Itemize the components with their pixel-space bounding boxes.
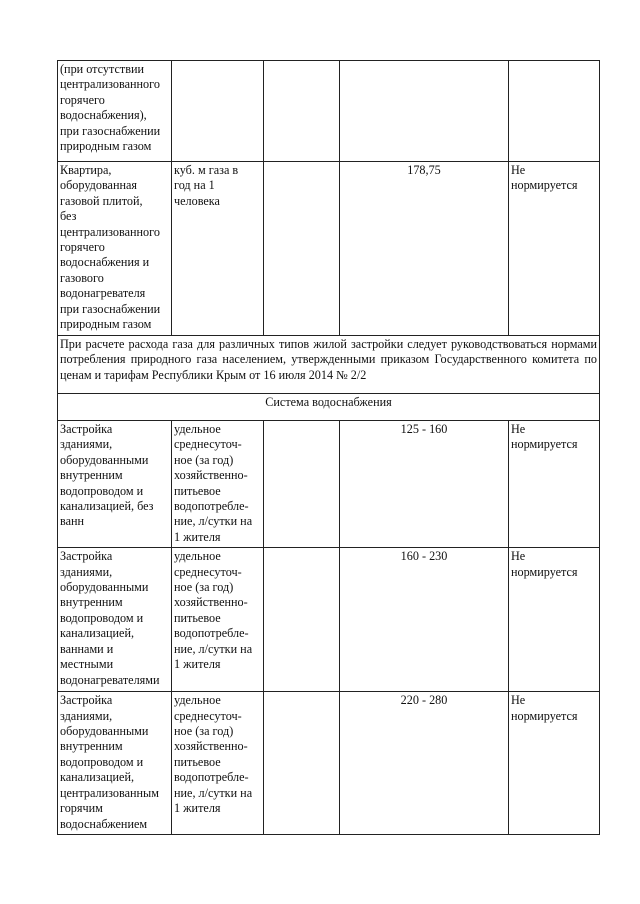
cell-text-line: водопроводом и bbox=[60, 483, 144, 498]
cell-text-line: внутренним bbox=[60, 595, 123, 610]
cell-empty bbox=[264, 548, 340, 692]
cell-text-line: Застройка bbox=[60, 693, 113, 708]
cell-text-line: 1 жителя bbox=[174, 529, 221, 544]
norms-table bbox=[57, 60, 600, 835]
cell-building-type bbox=[58, 421, 172, 548]
cell-text-line: водопотребле- bbox=[174, 626, 249, 641]
cell-unit bbox=[172, 61, 264, 162]
cell-text-line: зданиями, bbox=[60, 708, 113, 723]
cell-status bbox=[509, 548, 600, 692]
cell-text-line: удельное bbox=[174, 693, 221, 708]
cell-text-line: нормируется bbox=[511, 708, 578, 723]
cell-text-line: хозяйственно- bbox=[174, 468, 248, 483]
cell-text-line: без bbox=[60, 209, 77, 224]
cell-building-type bbox=[58, 162, 172, 336]
cell-building-type bbox=[58, 692, 172, 835]
cell-text-line: (при отсутствии bbox=[60, 62, 145, 76]
cell-text-line: Не bbox=[511, 422, 526, 436]
cell-text-line: Квартира, bbox=[60, 163, 112, 177]
cell-status bbox=[509, 692, 600, 835]
cell-text-line: куб. м газа в bbox=[174, 163, 239, 177]
cell-text-line: Не bbox=[511, 549, 526, 564]
section-row bbox=[58, 394, 600, 421]
cell-text-line: среднесуточ- bbox=[174, 437, 242, 452]
cell-text-line: питьевое bbox=[174, 754, 221, 769]
section-title: Система водоснабжения bbox=[58, 394, 600, 421]
cell-value: 160 - 230 bbox=[340, 548, 509, 692]
cell-text-line: газовой плитой, bbox=[60, 193, 143, 208]
cell-text-line: водонагревателя bbox=[60, 286, 146, 301]
cell-value: 220 - 280 bbox=[340, 692, 509, 835]
cell-unit bbox=[172, 692, 264, 835]
cell-text-line: водопроводом и bbox=[60, 610, 144, 625]
cell-text-line: Не bbox=[511, 163, 526, 177]
cell-status bbox=[509, 162, 600, 336]
cell-text-line: внутренним bbox=[60, 739, 123, 754]
cell-text-line: при газоснабжении bbox=[60, 123, 161, 138]
cell-text-line: водоснабжения и bbox=[60, 255, 150, 270]
cell-text-line: зданиями, bbox=[60, 564, 113, 579]
cell-empty bbox=[264, 61, 340, 162]
cell-text-line: Застройка bbox=[60, 549, 113, 564]
cell-empty bbox=[264, 692, 340, 835]
cell-text-line: централизованного bbox=[60, 224, 160, 239]
cell-text-line: канализацией, без bbox=[60, 499, 154, 514]
cell-text-line: газового bbox=[60, 270, 104, 285]
cell-text-line: внутренним bbox=[60, 468, 123, 483]
cell-text-line: оборудованными bbox=[60, 580, 149, 595]
cell-text-line: водопотребле- bbox=[174, 770, 249, 785]
cell-text-line: централизованного bbox=[60, 77, 160, 92]
cell-text-line: ваннами и bbox=[60, 641, 114, 656]
table-row bbox=[58, 548, 600, 692]
cell-unit bbox=[172, 162, 264, 336]
cell-text-line: водопотребле- bbox=[174, 499, 249, 514]
cell-text-line: ванн bbox=[60, 514, 85, 529]
cell-value: 178,75 bbox=[340, 162, 509, 336]
cell-text-line: ное (за год) bbox=[174, 452, 234, 467]
note-row bbox=[58, 336, 600, 394]
cell-text-line: горячего bbox=[60, 240, 105, 255]
cell-text-line: горячего bbox=[60, 92, 105, 107]
cell-building-type bbox=[58, 61, 172, 162]
cell-empty bbox=[264, 162, 340, 336]
cell-text-line: ное (за год) bbox=[174, 580, 234, 595]
cell-text-line: год на 1 bbox=[174, 178, 215, 193]
cell-text-line: питьевое bbox=[174, 483, 221, 498]
gas-note: При расчете расхода газа для различных типов жилой застройки следует руководствоваться нормами потребления природного газа населением, утвержденными приказом Государственного комитета по ценам и тарифам Республики Крым от 16 июля 2014 № 2/2 bbox=[58, 336, 600, 394]
cell-empty bbox=[264, 421, 340, 548]
cell-building-type bbox=[58, 548, 172, 692]
cell-text-line: питьевое bbox=[174, 610, 221, 625]
cell-text-line: удельное bbox=[174, 549, 221, 564]
cell-unit bbox=[172, 548, 264, 692]
cell-text-line: канализацией, bbox=[60, 770, 135, 785]
cell-text-line: ние, л/сутки на bbox=[174, 785, 253, 800]
cell-text-line: местными bbox=[60, 657, 114, 672]
cell-text-line: ние, л/сутки на bbox=[174, 514, 253, 529]
cell-text-line: Не bbox=[511, 693, 526, 708]
cell-text-line: нормируется bbox=[511, 564, 578, 579]
cell-text-line: горячим bbox=[60, 801, 103, 816]
cell-text-line: оборудованная bbox=[60, 178, 138, 193]
cell-text-line: 1 жителя bbox=[174, 657, 221, 672]
table-row bbox=[58, 421, 600, 548]
cell-text-line: 1 жителя bbox=[174, 801, 221, 816]
table-row bbox=[58, 162, 600, 336]
cell-text-line: человека bbox=[174, 193, 220, 208]
cell-text-line: хозяйственно- bbox=[174, 595, 248, 610]
cell-text-line: канализацией, bbox=[60, 626, 135, 641]
cell-value: 125 - 160 bbox=[340, 421, 509, 548]
cell-text-line: водоснабжения), bbox=[60, 108, 147, 123]
cell-text-line: оборудованными bbox=[60, 452, 149, 467]
cell-text-line: среднесуточ- bbox=[174, 708, 242, 723]
cell-text-line: удельное bbox=[174, 422, 221, 436]
cell-text-line: централизованным bbox=[60, 785, 159, 800]
cell-text-line: нормируется bbox=[511, 437, 578, 452]
cell-text-line: природным газом bbox=[60, 317, 152, 332]
cell-text-line: ние, л/сутки на bbox=[174, 641, 253, 656]
table-row bbox=[58, 61, 600, 162]
cell-text-line: природным газом bbox=[60, 139, 152, 154]
table-row bbox=[58, 692, 600, 835]
cell-text-line: зданиями, bbox=[60, 437, 113, 452]
cell-text-line: водоснабжением bbox=[60, 816, 148, 831]
cell-text-line: среднесуточ- bbox=[174, 564, 242, 579]
cell-text-line: ное (за год) bbox=[174, 724, 234, 739]
cell-text-line: нормируется bbox=[511, 178, 578, 193]
cell-text-line: водонагревателями bbox=[60, 672, 160, 687]
cell-value bbox=[340, 61, 509, 162]
cell-text-line: оборудованными bbox=[60, 724, 149, 739]
cell-text-line: Застройка bbox=[60, 422, 113, 436]
cell-text-line: хозяйственно- bbox=[174, 739, 248, 754]
cell-text-line: водопроводом и bbox=[60, 754, 144, 769]
cell-unit bbox=[172, 421, 264, 548]
cell-status bbox=[509, 61, 600, 162]
cell-text-line: при газоснабжении bbox=[60, 301, 161, 316]
cell-status bbox=[509, 421, 600, 548]
